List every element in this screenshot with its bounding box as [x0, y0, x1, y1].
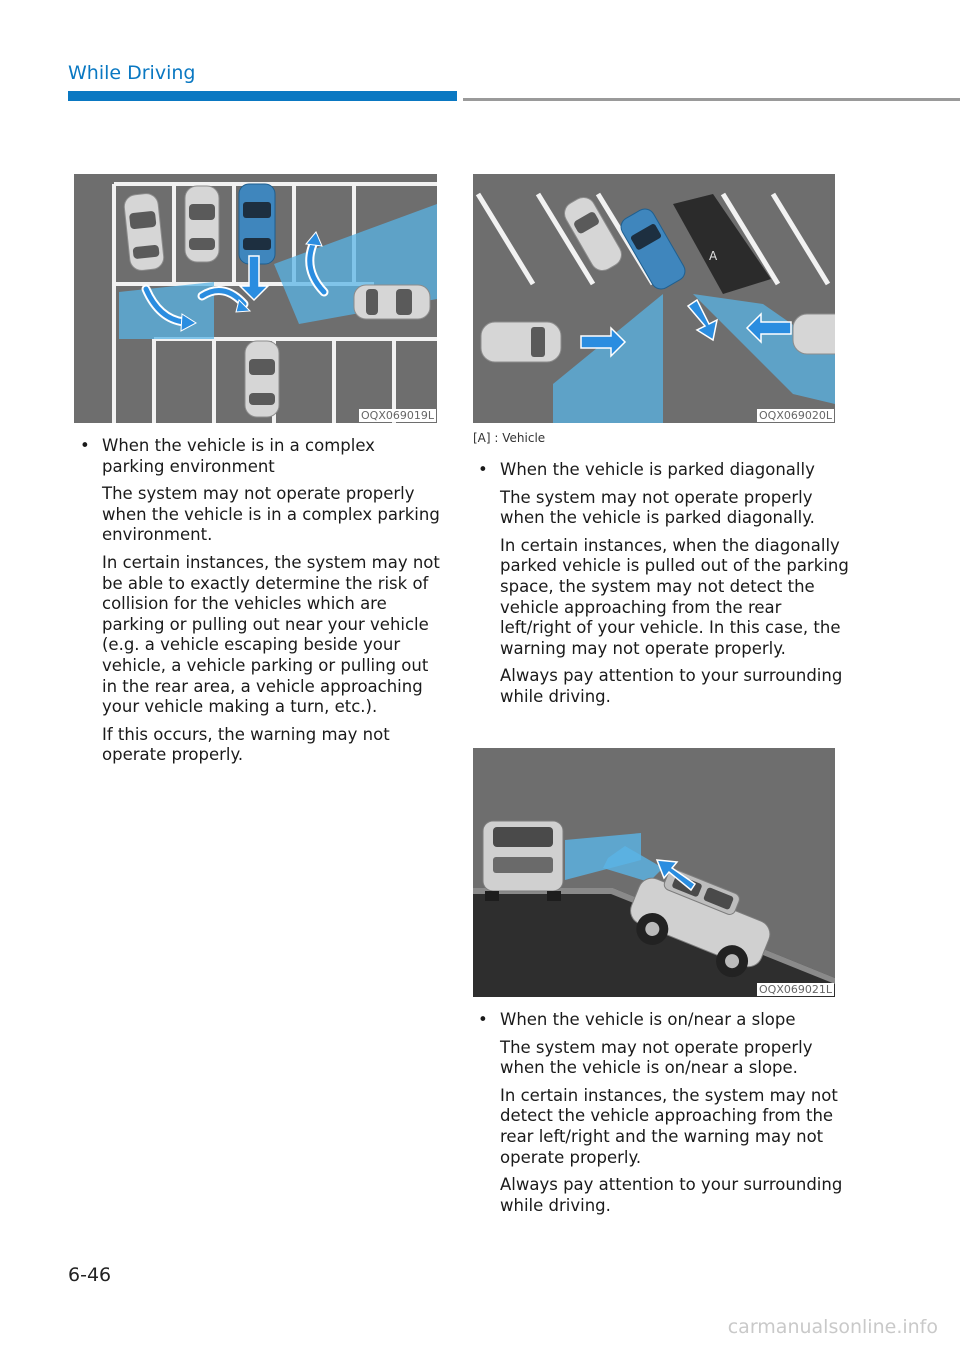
paragraph: In certain instances, when the diagonally parked vehicle is pulled out of the parking space, the system may not detect the vehicle approaching from the rear left/right of your vehicle. In this case, the warning may not operate properly. — [500, 535, 849, 658]
figure-code: OQX069019L — [361, 409, 434, 422]
paragraph: The system may not operate properly when the vehicle is on/near a slope. — [500, 1037, 813, 1078]
figure-slope — [473, 748, 835, 997]
paragraph: In certain instances, the system may not detect the vehicle approaching from the rear left/right and the warning may not operate properly. — [500, 1085, 838, 1167]
section-title: While Driving — [68, 62, 196, 84]
paragraph: The system may not operate properly when the vehicle is in a complex parking environment. — [102, 484, 440, 545]
vehicle-marker-a: A — [709, 249, 718, 263]
bullet-heading-text: When the vehicle is parked diagonally — [500, 460, 815, 479]
figure-caption: [A] : Vehicle — [473, 431, 546, 445]
paragraph: If this occurs, the warning may not operate properly. — [102, 724, 390, 765]
figure-code: OQX069020L — [759, 409, 832, 422]
left-text-section — [72, 436, 442, 766]
watermark: carmanualsonline.info — [727, 1316, 938, 1338]
paragraph: Always pay attention to your surrounding while driving. — [500, 666, 843, 706]
paragraph: In certain instances, the system may not be able to exactly determine the risk of collision for the vehicles which are parking or pulling out near your vehicle (e.g. a vehicle escaping beside your vehicle, a vehicle parking or pulling out in the rear area, a vehicle approaching your vehicle making a turn, etc.). — [102, 552, 440, 717]
bullet-heading — [470, 1010, 850, 1031]
figure-diagonal-parking — [473, 174, 835, 423]
bullet-dot: • — [478, 460, 488, 479]
bullet-heading — [470, 460, 850, 481]
page-number: 6-46 — [68, 1264, 112, 1286]
right-text-section-1 — [470, 460, 850, 708]
paragraph: Always pay attention to your surrounding while driving. — [500, 1175, 843, 1215]
bullet-dot: • — [80, 436, 90, 455]
figure-code: OQX069021L — [759, 983, 832, 996]
right-text-section-2 — [470, 1010, 850, 1216]
header-accent-bar — [68, 91, 457, 101]
figure-complex-parking — [74, 174, 437, 423]
bullet-heading-text: When the vehicle is in a complex parking environment — [102, 436, 375, 476]
bullet-heading-text: When the vehicle is on/near a slope — [500, 1010, 796, 1029]
bullet-dot: • — [478, 1010, 488, 1029]
bullet-heading — [72, 436, 442, 477]
header-rule — [463, 98, 960, 101]
paragraph: The system may not operate properly when the vehicle is parked diagonally. — [500, 487, 815, 528]
